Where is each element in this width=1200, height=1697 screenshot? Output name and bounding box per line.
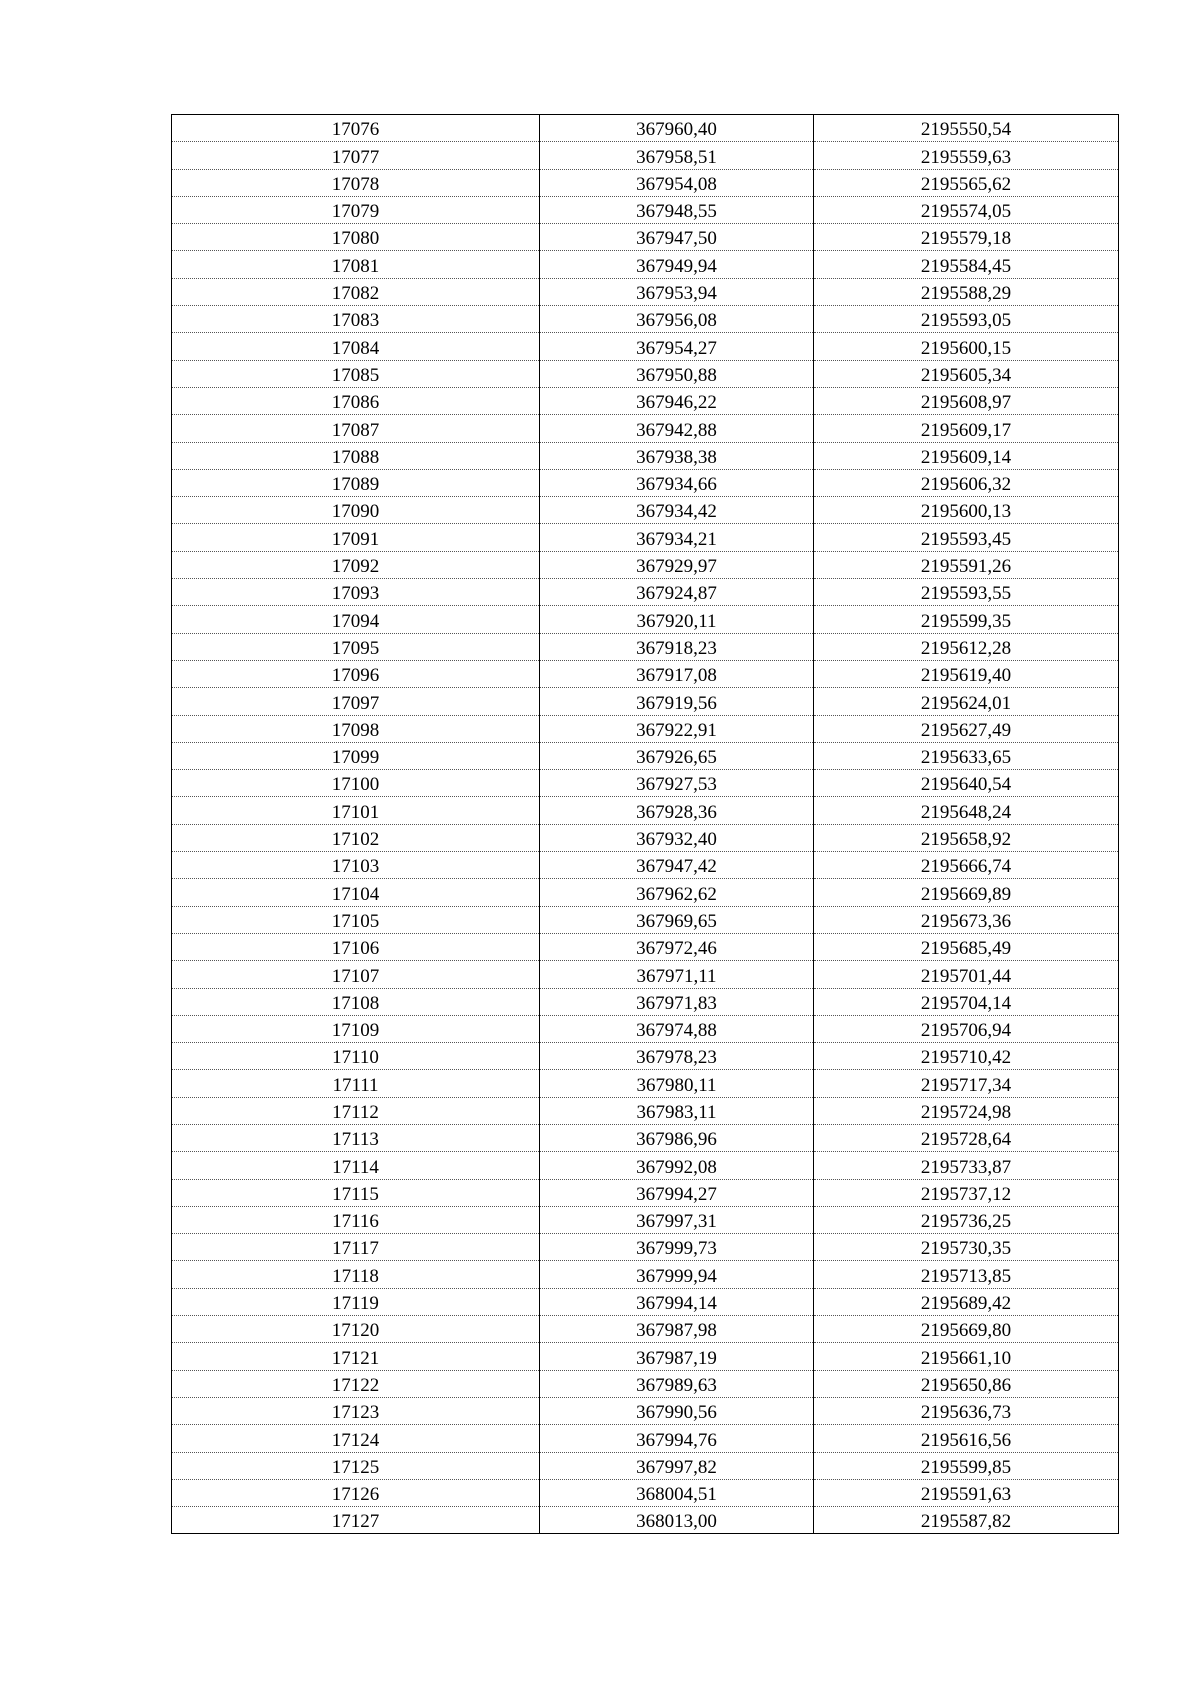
table-row xyxy=(172,1261,1119,1288)
table-row xyxy=(172,1316,1119,1343)
table-row xyxy=(172,196,1119,223)
x-coordinate-cell: 367989,63 xyxy=(540,1370,814,1397)
table-row xyxy=(172,715,1119,742)
point-number-cell: 17117 xyxy=(172,1234,540,1261)
table-row xyxy=(172,933,1119,960)
x-coordinate-cell: 367971,11 xyxy=(540,961,814,988)
point-number-cell: 17081 xyxy=(172,251,540,278)
y-coordinate-cell: 2195579,18 xyxy=(814,224,1119,251)
table-row xyxy=(172,1507,1119,1534)
table-row xyxy=(172,524,1119,551)
point-number-cell: 17083 xyxy=(172,306,540,333)
y-coordinate-cell: 2195587,82 xyxy=(814,1507,1119,1534)
x-coordinate-cell: 367978,23 xyxy=(540,1043,814,1070)
x-coordinate-cell: 367942,88 xyxy=(540,415,814,442)
table-row xyxy=(172,824,1119,851)
x-coordinate-cell: 367917,08 xyxy=(540,660,814,687)
table-row xyxy=(172,1179,1119,1206)
y-coordinate-cell: 2195724,98 xyxy=(814,1097,1119,1124)
table-row xyxy=(172,1370,1119,1397)
point-number-cell: 17092 xyxy=(172,551,540,578)
x-coordinate-cell: 367958,51 xyxy=(540,142,814,169)
y-coordinate-cell: 2195616,56 xyxy=(814,1425,1119,1452)
coordinates-table-body xyxy=(172,115,1119,1534)
y-coordinate-cell: 2195666,74 xyxy=(814,852,1119,879)
table-row xyxy=(172,879,1119,906)
y-coordinate-cell: 2195627,49 xyxy=(814,715,1119,742)
table-row xyxy=(172,742,1119,769)
y-coordinate-cell: 2195648,24 xyxy=(814,797,1119,824)
y-coordinate-cell: 2195606,32 xyxy=(814,469,1119,496)
table-row xyxy=(172,1452,1119,1479)
table-row xyxy=(172,1097,1119,1124)
table-row xyxy=(172,579,1119,606)
point-number-cell: 17124 xyxy=(172,1425,540,1452)
y-coordinate-cell: 2195593,05 xyxy=(814,306,1119,333)
table-row xyxy=(172,770,1119,797)
y-coordinate-cell: 2195704,14 xyxy=(814,988,1119,1015)
y-coordinate-cell: 2195550,54 xyxy=(814,115,1119,142)
point-number-cell: 17100 xyxy=(172,770,540,797)
x-coordinate-cell: 367920,11 xyxy=(540,606,814,633)
x-coordinate-cell: 367929,97 xyxy=(540,551,814,578)
x-coordinate-cell: 367987,19 xyxy=(540,1343,814,1370)
table-row xyxy=(172,1397,1119,1424)
y-coordinate-cell: 2195588,29 xyxy=(814,278,1119,305)
table-row xyxy=(172,688,1119,715)
point-number-cell: 17104 xyxy=(172,879,540,906)
point-number-cell: 17112 xyxy=(172,1097,540,1124)
x-coordinate-cell: 367962,62 xyxy=(540,879,814,906)
point-number-cell: 17125 xyxy=(172,1452,540,1479)
point-number-cell: 17077 xyxy=(172,142,540,169)
point-number-cell: 17084 xyxy=(172,333,540,360)
point-number-cell: 17082 xyxy=(172,278,540,305)
x-coordinate-cell: 367946,22 xyxy=(540,387,814,414)
table-row xyxy=(172,442,1119,469)
x-coordinate-cell: 367934,21 xyxy=(540,524,814,551)
x-coordinate-cell: 367924,87 xyxy=(540,579,814,606)
y-coordinate-cell: 2195600,15 xyxy=(814,333,1119,360)
y-coordinate-cell: 2195619,40 xyxy=(814,660,1119,687)
y-coordinate-cell: 2195689,42 xyxy=(814,1288,1119,1315)
x-coordinate-cell: 367956,08 xyxy=(540,306,814,333)
y-coordinate-cell: 2195636,73 xyxy=(814,1397,1119,1424)
x-coordinate-cell: 367960,40 xyxy=(540,115,814,142)
point-number-cell: 17123 xyxy=(172,1397,540,1424)
table-row xyxy=(172,551,1119,578)
point-number-cell: 17097 xyxy=(172,688,540,715)
point-number-cell: 17076 xyxy=(172,115,540,142)
point-number-cell: 17078 xyxy=(172,169,540,196)
point-number-cell: 17108 xyxy=(172,988,540,1015)
table-row xyxy=(172,633,1119,660)
table-row xyxy=(172,660,1119,687)
y-coordinate-cell: 2195661,10 xyxy=(814,1343,1119,1370)
y-coordinate-cell: 2195600,13 xyxy=(814,497,1119,524)
table-row xyxy=(172,1206,1119,1233)
point-number-cell: 17126 xyxy=(172,1479,540,1506)
table-row xyxy=(172,797,1119,824)
x-coordinate-cell: 367948,55 xyxy=(540,196,814,223)
point-number-cell: 17088 xyxy=(172,442,540,469)
x-coordinate-cell: 367974,88 xyxy=(540,1015,814,1042)
y-coordinate-cell: 2195599,85 xyxy=(814,1452,1119,1479)
x-coordinate-cell: 367950,88 xyxy=(540,360,814,387)
table-row xyxy=(172,169,1119,196)
point-number-cell: 17103 xyxy=(172,852,540,879)
table-row xyxy=(172,961,1119,988)
point-number-cell: 17118 xyxy=(172,1261,540,1288)
point-number-cell: 17101 xyxy=(172,797,540,824)
table-row xyxy=(172,988,1119,1015)
point-number-cell: 17120 xyxy=(172,1316,540,1343)
point-number-cell: 17079 xyxy=(172,196,540,223)
point-number-cell: 17111 xyxy=(172,1070,540,1097)
x-coordinate-cell: 367954,08 xyxy=(540,169,814,196)
y-coordinate-cell: 2195701,44 xyxy=(814,961,1119,988)
point-number-cell: 17116 xyxy=(172,1206,540,1233)
table-row xyxy=(172,852,1119,879)
point-number-cell: 17127 xyxy=(172,1507,540,1534)
point-number-cell: 17093 xyxy=(172,579,540,606)
table-row xyxy=(172,387,1119,414)
y-coordinate-cell: 2195673,36 xyxy=(814,906,1119,933)
table-row xyxy=(172,333,1119,360)
y-coordinate-cell: 2195713,85 xyxy=(814,1261,1119,1288)
x-coordinate-cell: 367969,65 xyxy=(540,906,814,933)
y-coordinate-cell: 2195669,89 xyxy=(814,879,1119,906)
point-number-cell: 17094 xyxy=(172,606,540,633)
y-coordinate-cell: 2195609,14 xyxy=(814,442,1119,469)
y-coordinate-cell: 2195736,25 xyxy=(814,1206,1119,1233)
point-number-cell: 17098 xyxy=(172,715,540,742)
point-number-cell: 17099 xyxy=(172,742,540,769)
point-number-cell: 17089 xyxy=(172,469,540,496)
table-row xyxy=(172,1343,1119,1370)
x-coordinate-cell: 367990,56 xyxy=(540,1397,814,1424)
x-coordinate-cell: 368013,00 xyxy=(540,1507,814,1534)
x-coordinate-cell: 367997,82 xyxy=(540,1452,814,1479)
y-coordinate-cell: 2195685,49 xyxy=(814,933,1119,960)
x-coordinate-cell: 367934,66 xyxy=(540,469,814,496)
y-coordinate-cell: 2195609,17 xyxy=(814,415,1119,442)
table-row xyxy=(172,415,1119,442)
table-row xyxy=(172,306,1119,333)
y-coordinate-cell: 2195574,05 xyxy=(814,196,1119,223)
x-coordinate-cell: 368004,51 xyxy=(540,1479,814,1506)
x-coordinate-cell: 367932,40 xyxy=(540,824,814,851)
y-coordinate-cell: 2195717,34 xyxy=(814,1070,1119,1097)
y-coordinate-cell: 2195633,65 xyxy=(814,742,1119,769)
table-row xyxy=(172,606,1119,633)
table-row xyxy=(172,142,1119,169)
x-coordinate-cell: 367938,38 xyxy=(540,442,814,469)
point-number-cell: 17086 xyxy=(172,387,540,414)
table-row xyxy=(172,251,1119,278)
point-number-cell: 17090 xyxy=(172,497,540,524)
table-row xyxy=(172,278,1119,305)
x-coordinate-cell: 367928,36 xyxy=(540,797,814,824)
point-number-cell: 17113 xyxy=(172,1124,540,1151)
table-row xyxy=(172,1070,1119,1097)
point-number-cell: 17087 xyxy=(172,415,540,442)
table-row xyxy=(172,360,1119,387)
table-row xyxy=(172,1234,1119,1261)
point-number-cell: 17114 xyxy=(172,1152,540,1179)
x-coordinate-cell: 367980,11 xyxy=(540,1070,814,1097)
x-coordinate-cell: 367986,96 xyxy=(540,1124,814,1151)
coordinates-table xyxy=(171,114,1119,1534)
x-coordinate-cell: 367953,94 xyxy=(540,278,814,305)
y-coordinate-cell: 2195737,12 xyxy=(814,1179,1119,1206)
x-coordinate-cell: 367947,42 xyxy=(540,852,814,879)
table-row xyxy=(172,1015,1119,1042)
y-coordinate-cell: 2195658,92 xyxy=(814,824,1119,851)
y-coordinate-cell: 2195565,62 xyxy=(814,169,1119,196)
point-number-cell: 17106 xyxy=(172,933,540,960)
x-coordinate-cell: 367947,50 xyxy=(540,224,814,251)
table-row xyxy=(172,497,1119,524)
point-number-cell: 17091 xyxy=(172,524,540,551)
x-coordinate-cell: 367918,23 xyxy=(540,633,814,660)
table-row xyxy=(172,469,1119,496)
y-coordinate-cell: 2195612,28 xyxy=(814,633,1119,660)
y-coordinate-cell: 2195733,87 xyxy=(814,1152,1119,1179)
point-number-cell: 17110 xyxy=(172,1043,540,1070)
y-coordinate-cell: 2195669,80 xyxy=(814,1316,1119,1343)
x-coordinate-cell: 367999,94 xyxy=(540,1261,814,1288)
table-row xyxy=(172,1479,1119,1506)
point-number-cell: 17080 xyxy=(172,224,540,251)
y-coordinate-cell: 2195591,63 xyxy=(814,1479,1119,1506)
y-coordinate-cell: 2195599,35 xyxy=(814,606,1119,633)
y-coordinate-cell: 2195706,94 xyxy=(814,1015,1119,1042)
y-coordinate-cell: 2195640,54 xyxy=(814,770,1119,797)
point-number-cell: 17122 xyxy=(172,1370,540,1397)
x-coordinate-cell: 367987,98 xyxy=(540,1316,814,1343)
y-coordinate-cell: 2195728,64 xyxy=(814,1124,1119,1151)
y-coordinate-cell: 2195593,55 xyxy=(814,579,1119,606)
y-coordinate-cell: 2195710,42 xyxy=(814,1043,1119,1070)
y-coordinate-cell: 2195730,35 xyxy=(814,1234,1119,1261)
table-row xyxy=(172,1152,1119,1179)
point-number-cell: 17105 xyxy=(172,906,540,933)
table-row xyxy=(172,906,1119,933)
point-number-cell: 17095 xyxy=(172,633,540,660)
y-coordinate-cell: 2195624,01 xyxy=(814,688,1119,715)
y-coordinate-cell: 2195650,86 xyxy=(814,1370,1119,1397)
x-coordinate-cell: 367994,76 xyxy=(540,1425,814,1452)
x-coordinate-cell: 367997,31 xyxy=(540,1206,814,1233)
point-number-cell: 17115 xyxy=(172,1179,540,1206)
x-coordinate-cell: 367994,14 xyxy=(540,1288,814,1315)
x-coordinate-cell: 367934,42 xyxy=(540,497,814,524)
x-coordinate-cell: 367994,27 xyxy=(540,1179,814,1206)
x-coordinate-cell: 367926,65 xyxy=(540,742,814,769)
x-coordinate-cell: 367954,27 xyxy=(540,333,814,360)
y-coordinate-cell: 2195605,34 xyxy=(814,360,1119,387)
x-coordinate-cell: 367919,56 xyxy=(540,688,814,715)
point-number-cell: 17119 xyxy=(172,1288,540,1315)
point-number-cell: 17121 xyxy=(172,1343,540,1370)
point-number-cell: 17102 xyxy=(172,824,540,851)
table-row xyxy=(172,1043,1119,1070)
table-row xyxy=(172,115,1119,142)
x-coordinate-cell: 367971,83 xyxy=(540,988,814,1015)
x-coordinate-cell: 367972,46 xyxy=(540,933,814,960)
point-number-cell: 17096 xyxy=(172,660,540,687)
table-row xyxy=(172,1288,1119,1315)
y-coordinate-cell: 2195559,63 xyxy=(814,142,1119,169)
y-coordinate-cell: 2195608,97 xyxy=(814,387,1119,414)
x-coordinate-cell: 367927,53 xyxy=(540,770,814,797)
point-number-cell: 17085 xyxy=(172,360,540,387)
table-row xyxy=(172,1124,1119,1151)
x-coordinate-cell: 367949,94 xyxy=(540,251,814,278)
y-coordinate-cell: 2195591,26 xyxy=(814,551,1119,578)
y-coordinate-cell: 2195593,45 xyxy=(814,524,1119,551)
point-number-cell: 17107 xyxy=(172,961,540,988)
x-coordinate-cell: 367992,08 xyxy=(540,1152,814,1179)
table-row xyxy=(172,224,1119,251)
x-coordinate-cell: 367983,11 xyxy=(540,1097,814,1124)
x-coordinate-cell: 367922,91 xyxy=(540,715,814,742)
point-number-cell: 17109 xyxy=(172,1015,540,1042)
y-coordinate-cell: 2195584,45 xyxy=(814,251,1119,278)
table-row xyxy=(172,1425,1119,1452)
x-coordinate-cell: 367999,73 xyxy=(540,1234,814,1261)
